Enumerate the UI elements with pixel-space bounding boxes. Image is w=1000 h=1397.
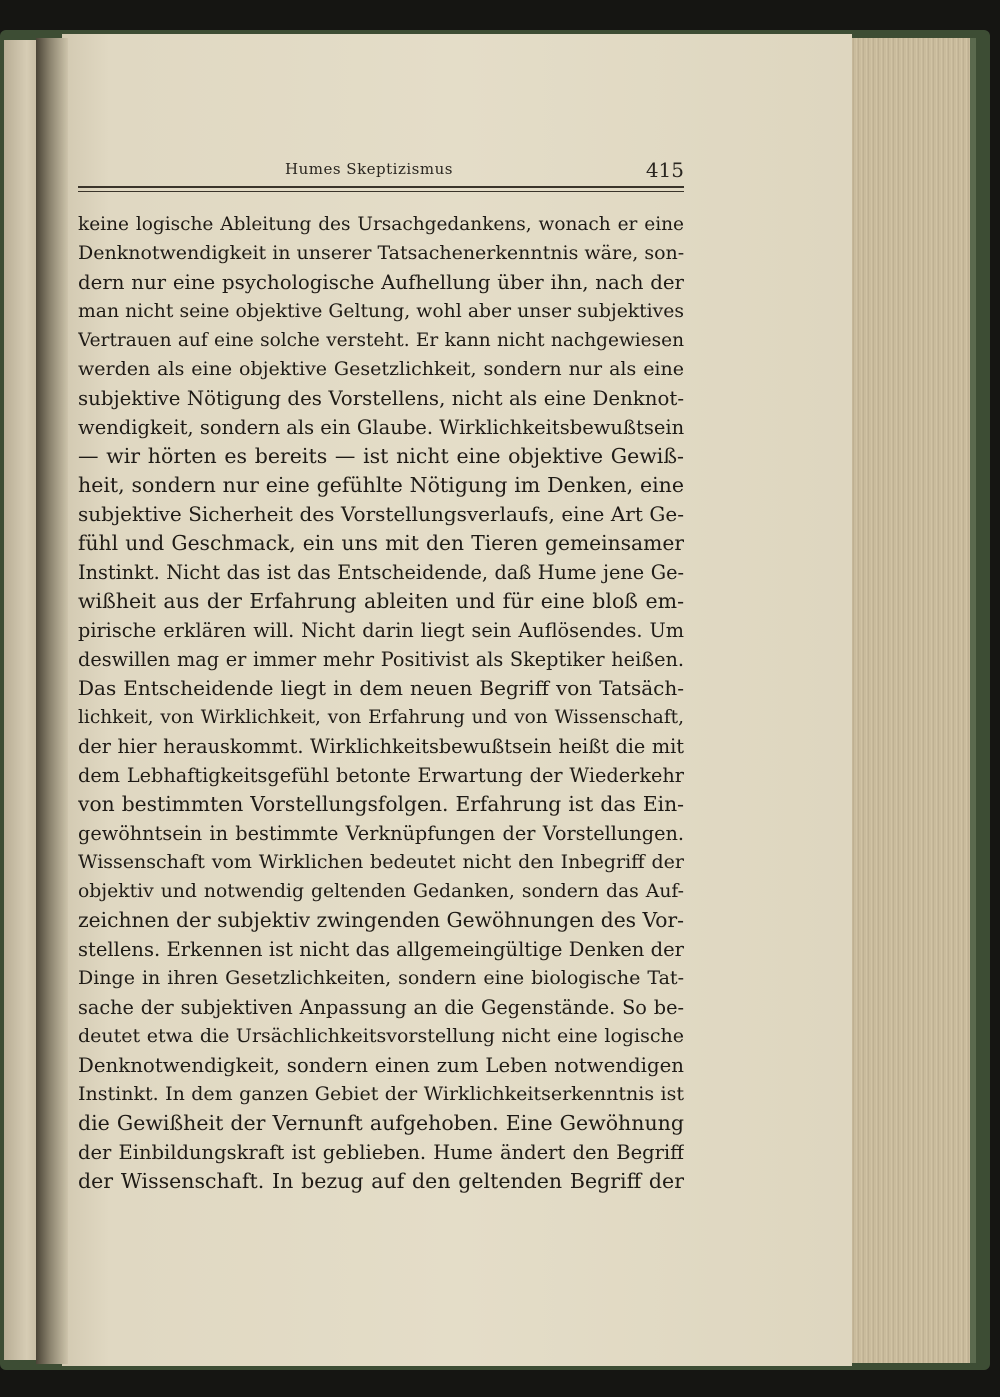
- running-title: Humes Skeptizismus: [285, 160, 453, 178]
- text-line: deswillen mag er immer mehr Positivist als Skeptiker heißen.: [78, 648, 684, 671]
- text-line: gewöhntsein in bestimmte Verknüpfungen der Vorstellungen.: [78, 822, 684, 845]
- page-number: 415: [645, 158, 684, 182]
- body-text: [78, 210, 684, 1196]
- text-line: die Gewißheit der Vernunft aufgehoben. Eine Gewöhnung: [78, 1111, 684, 1135]
- text-line: der Wissenschaft. In bezug auf den geltenden Begriff der: [78, 1169, 684, 1193]
- text-line: — wir hörten es bereits — ist nicht eine objektive Gewiß-: [78, 444, 684, 468]
- text-line: Das Entscheidende liegt in dem neuen Begriff von Tatsäch-: [78, 676, 684, 700]
- text-line: dern nur eine psychologische Aufhellung über ihn, nach der: [78, 271, 684, 294]
- text-line: Denknotwendigkeit, sondern einen zum Leben notwendigen: [78, 1054, 684, 1077]
- text-line: Vertrauen auf eine solche versteht. Er kann nicht nachgewiesen: [78, 330, 684, 351]
- text-line: sache der subjektiven Anpassung an die Gegenstände. So be-: [78, 996, 684, 1019]
- text-line: deutet etwa die Ursächlichkeitsvorstellung nicht eine logische: [78, 1025, 684, 1047]
- text-line: objektiv und notwendig geltenden Gedanken, sondern das Auf-: [78, 881, 684, 902]
- text-line: heit, sondern nur eine gefühlte Nötigung im Denken, eine: [78, 473, 684, 497]
- text-line: dem Lebhaftigkeitsgefühl betonte Erwartung der Wiederkehr: [78, 764, 684, 787]
- text-line: Denknotwendigkeit in unserer Tatsachenerkenntnis wäre, son-: [78, 242, 684, 264]
- text-line: Wissenschaft vom Wirklichen bedeutet nicht den Inbegriff der: [78, 851, 684, 873]
- text-line: zeichnen der subjektiv zwingenden Gewöhnungen des Vor-: [78, 908, 684, 932]
- text-line: pirische erklären will. Nicht darin liegt sein Auflösendes. Um: [78, 619, 684, 642]
- header-rule-thin: [78, 191, 684, 192]
- text-line: der Einbildungskraft ist geblieben. Hume ändert den Begriff: [78, 1141, 684, 1164]
- text-line: wendigkeit, sondern als ein Glaube. Wirklichkeitsbewußtsein: [78, 416, 684, 439]
- text-line: man nicht seine objektive Geltung, wohl aber unser subjektives: [78, 301, 684, 322]
- text-line: werden als eine objektive Gesetzlichkeit, sondern nur als eine: [78, 358, 684, 380]
- text-line: der hier herauskommt. Wirklichkeitsbewußtsein heißt die mit: [78, 735, 684, 758]
- book-gutter: [36, 38, 68, 1364]
- header-rule: [78, 186, 684, 188]
- text-line: keine logische Ableitung des Ursachgedankens, wonach er eine: [78, 214, 684, 235]
- page-edges: [850, 38, 976, 1363]
- text-line: subjektive Nötigung des Vorstellens, nicht als eine Denknot-: [78, 387, 684, 410]
- running-head: [80, 160, 684, 182]
- text-line: Dinge in ihren Gesetzlichkeiten, sondern eine biologische Tat-: [78, 967, 684, 989]
- text-line: stellens. Erkennen ist nicht das allgemeingültige Denken der: [78, 938, 684, 961]
- text-line: fühl und Geschmack, ein uns mit den Tieren gemeinsamer: [78, 531, 684, 555]
- text-line: wißheit aus der Erfahrung ableiten und für eine bloß em-: [78, 589, 684, 613]
- text-line: Instinkt. Nicht das ist das Entscheidende, daß Hume jene Ge-: [78, 561, 684, 584]
- text-line: subjektive Sicherheit des Vorstellungsverlaufs, eine Art Ge-: [78, 502, 684, 526]
- text-line: von bestimmten Vorstellungsfolgen. Erfahrung ist das Ein-: [78, 792, 684, 816]
- text-line: lichkeit, von Wirklichkeit, von Erfahrung und von Wissenschaft,: [78, 707, 684, 728]
- text-line: Instinkt. In dem ganzen Gebiet der Wirklichkeitserkenntnis ist: [78, 1083, 684, 1105]
